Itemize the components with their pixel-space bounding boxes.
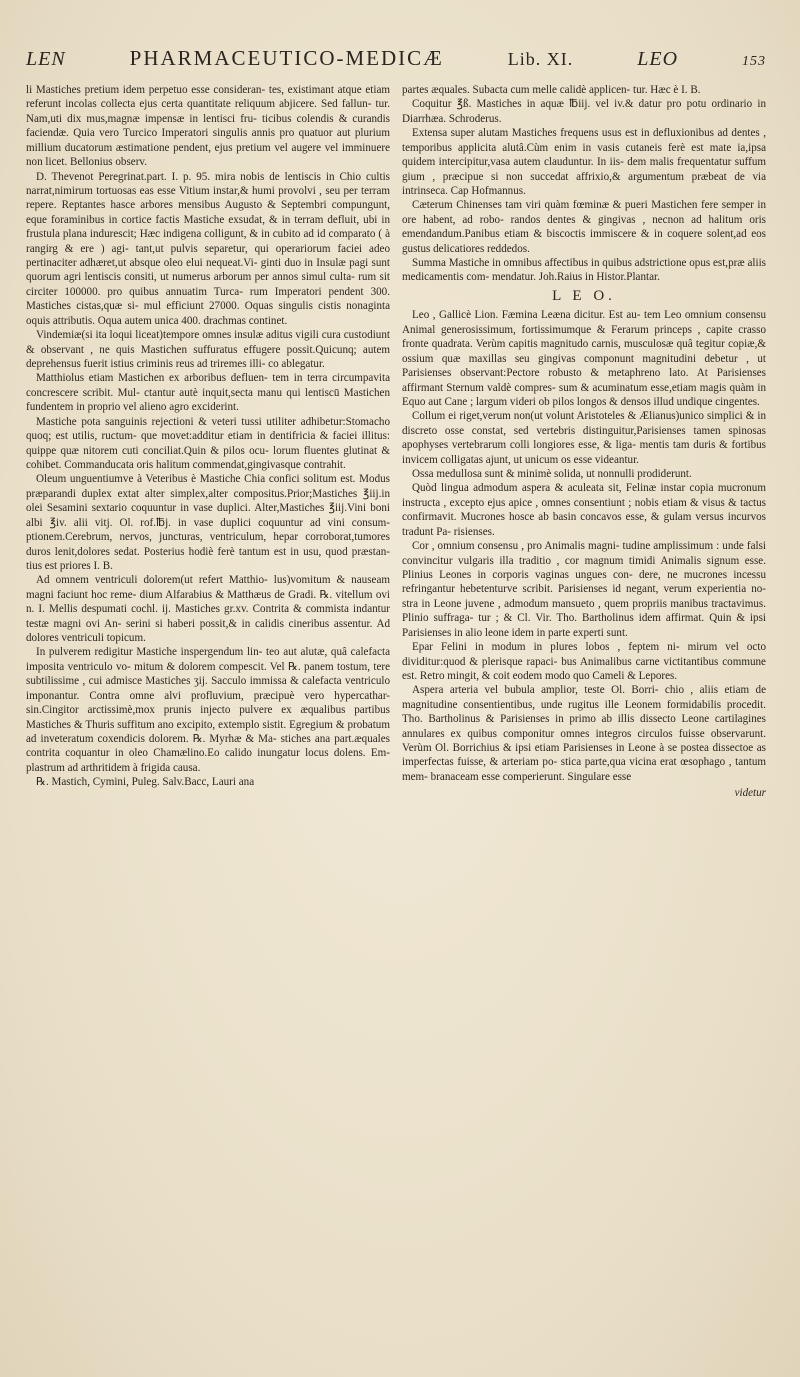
paragraph: Vindemiæ(si ita loqui liceat)tempore omnes insulæ aditus vigili cura custodiunt & observant , ne quis Mastichen suffuratus effugere possit.Quicunq; autem deprehensus fuerit istius criminis reus ad triremes illi- co ablegatur. (26, 329, 390, 371)
paragraph: Aspera arteria vel bubula amplior, teste Ol. Borri- chio , aliis etiam de magnitudine consentientibus, unde rugitus ille Leonem formidabilis procedit. Tho. Bartholinus & Parisienses in primo ab illis dissecto Leone cartilagines annulares ex quibus componitur omnes integros circulos fuisse observarunt. Verùm Ol. Borrichius & ipsi etiam Parisienses in Leone à se postea dissectoe as imperfectas fuisse, & arteriam po- stica parte,qua vicina erat œsophago , tantum mem- branaceam esse comperierunt. Singulare esse (402, 684, 766, 783)
paragraph: li Mastiches pretium idem perpetuo esse consideran- tes, existimant atque etiam referunt incolas collecta ejus certa quantitate reliquum abjicere. Sed fallun- tur. Nam,uti dix mus,magnæ impensæ in lentisci fru- ticibus colendis & curandis faciendæ. Quia vero Turcico Imperatori singulis annis pro quatuor aut plurium millium ducatorum æstimatione pendent, ejus pretium vel augere vel imminuere non licet. Bellonius observ. (26, 84, 390, 169)
paragraph: Cor , omnium consensu , pro Animalis magni- tudine amplissimum : unde falsi convincitur vulgaris illa traditio , cor magnum timidi Animalis signum esse. Plinius Leones in corporis vaginas ungues con- dere, ne mucrones incessu refringantur hebetenturve scribit. Parisienses id negant, verum experientia no- stra in Leone juvene , admodum mansueto , quem propriis manibus tractavimus. Plinio suffraga- tur ; & Cl. Vir. Tho. Bartholinus idem affirmat. Quin & ipsi Parisienses in alio leone idem in parte experti sunt. (402, 540, 766, 639)
paragraph: Collum ei riget,verum non(ut volunt Aristoteles & Ælianus)unico simplici & in discreto osse constat, sed vertebris distinguitur,Parisienses tamen spinosas apophyses vertebrarum colli longiores esse, & liga- mentis tam duris & fortibus invicem colligatas ajunt, ut unicum os esse videantur. (402, 410, 766, 466)
paragraph: Extensa super alutam Mastiches frequens usus est in defluxionibus ad dentes , temporibus applicita alutâ.Cùm enim in vasis cutaneis ferè est mate ia,ipsa quidem intercipitur,vasa autem clauduntur. In iis- dem malis frequentatur suffum gium , præcipue si non succedat affrixio,& argumentum præbeat de via intrinseca. Cap Hofmannus. (402, 127, 766, 197)
text-columns (26, 83, 766, 801)
paragraph: In pulverem redigitur Mastiche inspergendum lin- teo aut alutæ, quâ calefacta imposita ventriculo vo- mitum & dolorem compescit. Vel ℞. panem tostum, tere subtilissime , cui admisce Mastiches ʒij. Sacculo immissa & calefacta ventriculo imponantur. Contra omne alvi profluvium, præcipuè vero hypercathar- sin.Cingitor arctissimè,mox prunis injecto pulvere ex æqualibus partibus Mastiches & Thuris suffitum ano excipito, extemplo sistit. Egregium & probatum ad inveteratum coxendicis dolorem. ℞. Myrhæ & Ma- stiches ana part.æquales contrita coquantur in oleo Chamælino.Eo calido inungatur locus dolens. Em- plastrum ad arthritidem à frigida causa. (26, 646, 390, 774)
paragraph: Oleum unguentiumve à Veteribus è Mastiche Chia confici solitum est. Modus præparandi duplex extat alter simplex,alter compositus.Prior;Mastiches ℥iij.in olei Sesamini sextario coquuntur in vase duplici. Alter,Mastiches ℥iij.Vini boni albi ℥iv. alii vitj. Ol. rof.℔j. in vase duplici coquuntur ad vini consum- ptionem.Cerebrum, nervos, juncturas, ventriculum, hepar corroborat,tumores duros lenit,dolores sedat. Posterius hodiè ferè tantum est in usu, quod præstan- tius est priores I. B. (26, 473, 390, 572)
paragraph: partes æquales. Subacta cum melle calidè applicen- tur. Hæc è I. B. (402, 84, 701, 96)
paragraph: D. Thevenot Peregrinat.part. I. p. 95. mira nobis de lentiscis in Chio cultis narrat,nimirum tortuosas eas esse Vitium instar,& humi provolvi , seu per terram repere. Reptantes hasce arbores mensibus Augusto & Septembri compungunt, eque foraminibus in cortice factis Mastiche exsudat, & in terram defluit, ubi in frustula plana indurescit; Hæc indigena colligunt, & in cubito ad id comparato ( à rangirg & ere ) agi- tant,ut pulvis separetur, qui operariorum faciei adeo pertinaciter adhæret,ut absque oleo elui nequeat.Vi- ginti duo in Insulæ pagi sunt quorum agri lentiscis consiti, ut numerus arborum per annos simul culta- rum sit circiter 100000. pro quibus annuatim Turca- rum Imperatori pendent 300. Mastiches cistas,quæ si- mul efficiunt 27000. Oquas singulis cistis nonaginta oquis attributis. Oqua autem unica 400. drachmas continet. (26, 170, 390, 327)
right-column (402, 83, 766, 801)
paragraph: ℞. Mastich, Cymini, Puleg. Salv.Bacc, Lauri ana (36, 776, 255, 789)
paragraph: Coquitur ℥ß. Mastiches in aquæ ℔iij. vel iv.& datur pro potu ordinario in Diarrhæa. Schroderus. (402, 98, 766, 125)
paragraph: Mastiche pota sanguinis rejectioni & veteri tussi utiliter adhibetur:Stomacho quoq; est utilis, ructum- que movet:additur etiam in dentifricia & faciei illitus: quippe quæ nitorem cuti conciliat.Quin & pilos ocu- lorum fluentes glutinat & cohibet. Commanducata oris halitum commendat,gingivasque contrahit. (26, 415, 390, 471)
paragraph: Matthiolus etiam Mastichen ex arboribus defluen- tem in terra circumpavita concrescere scribit. Mul- ctantur autè inquit,secta manu qui lentiscū Mastichen fundentem in proprio vel alieno agro exciderint. (26, 372, 390, 414)
catchword: videtur (734, 787, 766, 800)
section-heading: L E O. (552, 287, 616, 304)
running-head-book: Lib. XI. (507, 49, 574, 69)
paragraph: Ad omnem ventriculi dolorem(ut refert Matthio- lus)vomitum & nauseam magni faciunt hoc reme- dium Alfarabius & Matthæus de Gradi. ℞. vitellum ovi n. I. Mellis despumati cochl. ij. Mastiches gr.xv. Contrita & commista indantur testæ magni ovi An- serini si haberi possit,& in calidis cineribus assentur. Ad dolores ventriculi topicum. (26, 574, 390, 645)
left-column (26, 83, 390, 801)
paragraph: Cæterum Chinenses tam viri quàm fœminæ & pueri Mastichen fere semper in ore habent, ad robo- randos dentes & gingivas , necnon ad halitum oris emendandum.Panibus etiam & biscoctis immiscere & in coquere solent,ad eos gustus delicatiores reddedos. (402, 199, 766, 255)
paragraph: Ossa medullosa sunt & minimè solida, ut nonnulli prodiderunt. (412, 468, 692, 481)
running-head-left: LEN (26, 48, 66, 70)
running-head (26, 46, 766, 77)
paragraph: Epar Felini in modum in plures lobos , feptem ni- mirum vel octo dividitur:quod & plerisque rapaci- bus Animalibus carne victitantibus commune est. Retro mingit, & coit eodem modo quo Cameli & Lepores. (402, 641, 766, 682)
running-head-right: LEO (637, 48, 679, 70)
paragraph: Leo , Gallicè Lion. Fæmina Leæna dicitur. Est au- tem Leo omnium consensu Animal generosissimum, fortissimumque & Ferarum princeps , capite crasso fronte quadrata. Verùm capitis magnitudo carnis, musculosæ quâ tegitur copiæ,& ossium quæ maxillas seu gingivas componunt magnitudini debetur , ut Parisienses observant:Pectore robusto & metaphreno lato. At Parisienses affirmant Sternum valdè compres- sum & acuminatum esse,etiam magis quàm in Equo aut Cane ; largum videri ob pilos longos & densos illud undique cingentes. (402, 309, 766, 408)
page-number: 153 (741, 54, 766, 69)
running-head-title: PHARMACEUTICO-MEDICÆ (129, 46, 444, 70)
paragraph: Quòd lingua admodum aspera & aculeata sit, Felinæ instar copia mucronum instructa , excepto ejus apice , omnes consentiunt ; nobis etiam & visus & tactus confirmavit. Mucrones hosce ab basin concavos esse, & gulam versus incurvos tradunt Pa- risienses. (402, 482, 766, 538)
paragraph: Summa Mastiche in omnibus affectibus in quibus adstrictione opus est,præ aliis medicamentis com- mendatur. Joh.Raius in Histor.Plantar. (402, 257, 766, 284)
